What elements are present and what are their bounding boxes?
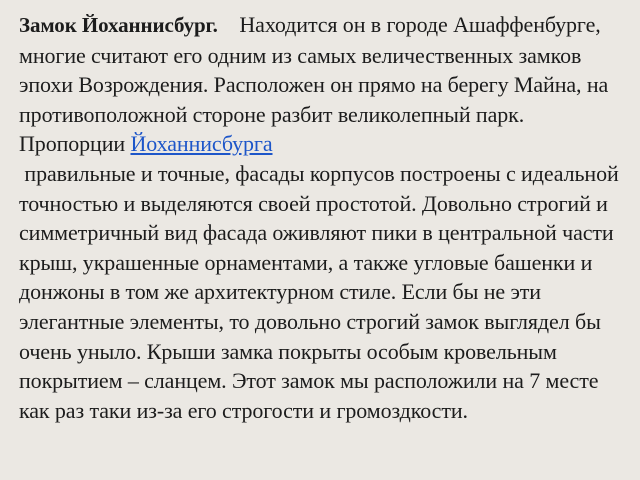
- article-text-part-2: правильные и точные, фасады корпусов построены с идеальной точностью и выделяются своей простотой. Довольно строгий и симметричный вид фасада оживляют пики в центральной части крыш, украшенные орнаментами, а также угловые башенки и донжоны в том же архитектурном стиле. Если бы не эти элегантные элементы, то довольно строгий замок выглядел бы очень уныло. Крыши замка покрыты особым кровельным покрытием – сланцем. Этот замок мы расположили на 7 месте как раз таки из-за его строгости и громоздкости.: [19, 160, 619, 423]
- article-text-part-1: Находится он в городе Ашаффенбурге, многие считают его одним из самых величественных замков эпохи Возрождения. Расположен он прямо на берегу Майна, на противоположной стороне разбит великолепный парк. Пропорции: [19, 12, 609, 157]
- article-paragraph: [19, 10, 634, 425]
- johannisburg-link[interactable]: Йоханнисбурга: [130, 131, 273, 157]
- article-title: Замок Йоханнисбург.: [19, 13, 218, 37]
